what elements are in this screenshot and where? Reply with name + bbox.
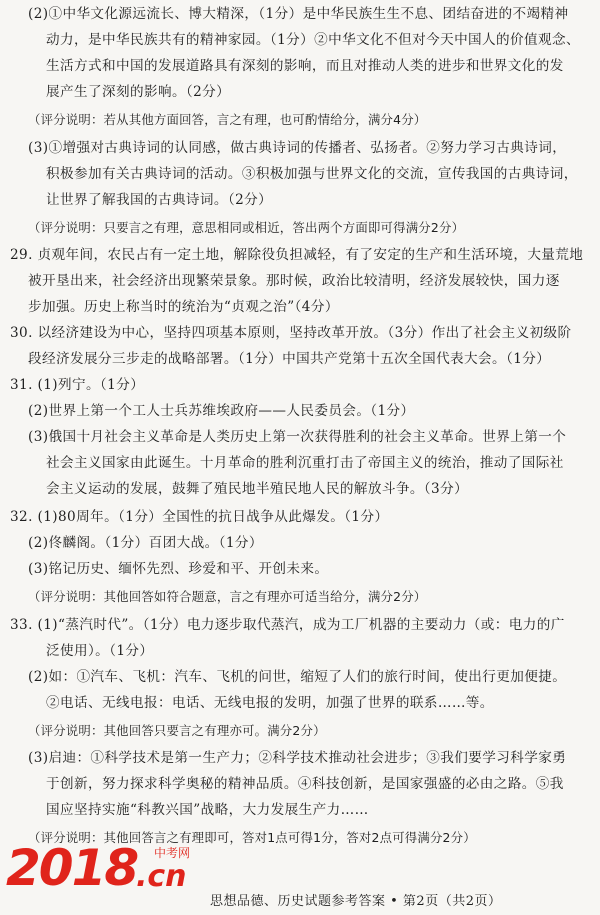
q33-3-line-1: (3)启迪：①科学技术是第一生产力；②科学技术推动社会进步；③我们要学习科学家勇 [28,750,567,766]
q28-2-line-4: 展产生了深刻的影响。（2分） [46,84,231,100]
q30-line-2: 段经济发展分三步走的战略部署。（1分）中国共产党第十五次全国代表大会。（1分） [28,351,551,367]
q30-line-1: 30. 以经济建设为中心，坚持四项基本原则，坚持改革开放。（3分）作出了社会主义初级阶 [10,325,572,341]
q28-2-line-2: 动力，是中华民族共有的精神家园。（1分）②中华文化不但对今天中国人的价值观念、 [46,32,581,48]
q33-1-line-2: 泛使用）。（1分） [46,643,154,659]
q31-1: 31. (1)列宁。（1分） [10,377,145,393]
q33-3-line-2: 于创新，努力探求科学奥秘的精神品质。④科技创新，是国家强盛的必由之路。⑤我 [46,776,564,792]
q33-2-line-2: ②电话、无线电报：电话、无线电报的发明，加强了世界的联系……等。 [46,695,494,711]
q32-1: 32. (1)80周年。（1分）全国性的抗日战争从此爆发。（1分） [10,509,389,525]
q28-2-line-1: (2)①中华文化源远流长、博大精深，（1分）是中华民族生生不息、团结奋进的不竭精神 [28,6,569,22]
q28-3-line-1: (3)①增强对古典诗词的认同感，做古典诗词的传播者、弘扬者。②努力学习古典诗词， [28,140,567,156]
q28-2-line-3: 生活方式和中国的发展道路具有深刻的影响，而且对推动人类的进步和世界文化的发 [46,58,564,74]
watermark-domain: .cn [136,859,187,894]
scoring-note: （评分说明：其他回答只要言之有理亦可。满分2分） [28,723,326,738]
scoring-note: （评分说明：其他回答言之有理即可，答对1点可得1分，答对2点可得满分2分） [28,830,476,845]
q32-3: (3)铭记历史、缅怀先烈、珍爱和平、开创未来。 [28,561,329,577]
q32-2: (2)佟麟阁。（1分）百团大战。（1分） [28,535,263,551]
q31-3-line-1: (3)俄国十月社会主义革命是人类历史上第一次获得胜利的社会主义革命。世界上第一个 [28,429,567,445]
site-watermark-logo [6,840,206,896]
scoring-note: （评分说明：只要言之有理，意思相同或相近，答出两个方面即可得满分2分） [28,220,465,235]
q31-3-line-3: 会主义运动的发展，鼓舞了殖民地半殖民地人民的解放斗争。（3分） [46,481,469,497]
q28-3-line-3: 让世界了解我国的古典诗词。（2分） [46,192,273,208]
q31-3-line-2: 社会主义国家由此诞生。十月革命的胜利沉重打击了帝国主义的统治，推动了国际社 [46,455,564,471]
watermark-year: 2018 [6,839,138,897]
scoring-note: （评分说明：其他回答如符合题意，言之有理亦可适当给分，满分2分） [28,589,427,604]
q28-3-line-2: 积极参加有关古典诗词的活动。③积极加强与世界文化的交流，宣传我国的古典诗词， [46,166,578,182]
page-footer: 思想品德、历史试题参考答案 • 第2页（共2页） [210,894,502,909]
q31-2: (2)世界上第一个工人士兵苏维埃政府——人民委员会。（1分） [28,403,415,419]
q29-line-3: 步加强。历史上称当时的统治为“贞观之治”（4分） [28,299,339,315]
q29-line-2: 被开垦出来，社会经济出现繁荣景象。那时候，政治比较清明，经济发展较快，国力逐 [28,273,560,289]
q33-1-line-1: 33. (1)“蒸汽时代”。（1分）电力逐步取代蒸汽，成为工厂机器的主要动力（或：电力的广 [10,617,565,633]
q29-line-1: 29. 贞观年间，农民占有一定土地，解除役负担减轻，有了安定的生产和生活环境，大量荒地 [10,247,584,263]
watermark-tag: 中考网 [154,846,191,860]
q33-3-line-3: 国应坚持实施“科教兴国”战略，大力发展生产力…… [46,802,369,818]
scoring-note: （评分说明：若从其他方面回答，言之有理，也可酌情给分，满分4分） [28,112,427,127]
q33-2-line-1: (2)如：①汽车、飞机：汽车、飞机的问世，缩短了人们的旅行时间，使出行更加便捷。 [28,669,567,685]
